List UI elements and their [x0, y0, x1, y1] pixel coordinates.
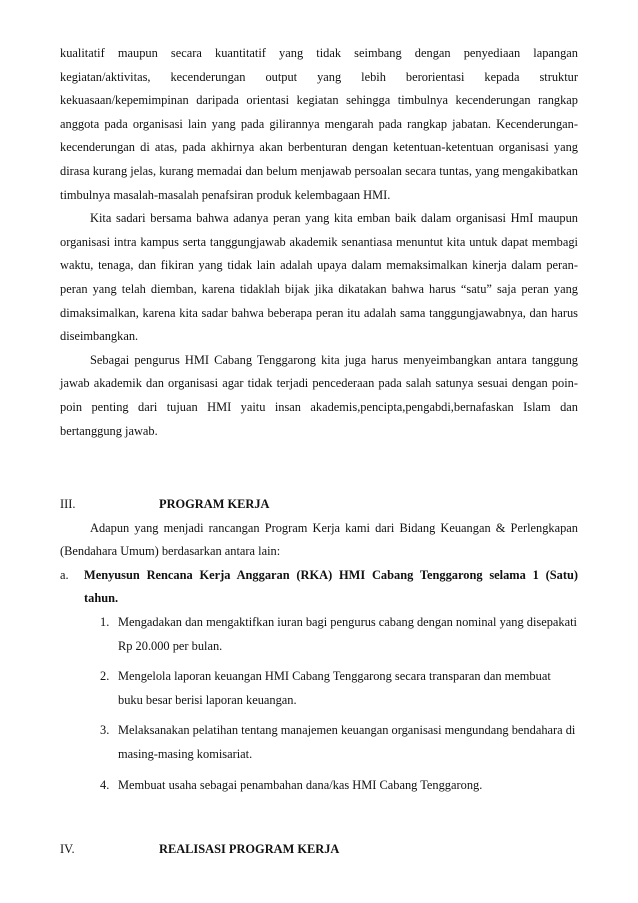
sub-list-number: 4.: [100, 777, 110, 792]
list-item-a: [60, 564, 578, 611]
sub-list-text: Membuat usaha sebagai penambahan dana/kas HMI Cabang Tenggarong.: [118, 777, 483, 792]
list-item-text: Menyusun Rencana Kerja Anggaran (RKA) HMI Cabang Tenggarong selama 1 (Satu) tahun.: [84, 567, 578, 606]
paragraph-3: Sebagai pengurus HMI Cabang Tenggarong kita juga harus menyeimbangkan antara tanggung jawab akademik dan organisasi agar tidak terjadi pencederaan pada salah satunya sesuai dengan poin-poin penting dari tujuan HMI yaitu insan akademis,pencipta,pengabdi,bernafaskan Islam dan bertanggung jawab.: [60, 352, 578, 438]
document-page: [60, 42, 578, 862]
sub-list: [100, 611, 578, 797]
sub-list-item: [100, 719, 578, 766]
sub-list-text: Mengadakan dan mengaktifkan iuran bagi pengurus cabang dengan nominal yang disepakati Rp 20.000 per bulan.: [118, 615, 577, 653]
section-spacer: [60, 443, 578, 493]
sub-list-item: [100, 611, 578, 658]
sub-list-text: Mengelola laporan keuangan HMI Cabang Tenggarong secara transparan dan membuat buku besar berisi laporan keuangan.: [118, 669, 551, 707]
sub-list-item: [100, 665, 578, 712]
section-number: III.: [60, 497, 76, 512]
section-title: REALISASI PROGRAM KERJA: [159, 842, 340, 857]
sub-list-number: 1.: [100, 615, 110, 630]
sub-list-number: 3.: [100, 723, 110, 738]
section-title: PROGRAM KERJA: [159, 497, 270, 512]
paragraph-1: kualitatif maupun secara kuantitatif yang tidak seimbang dengan penyediaan lapangan kegiatan/aktivitas, kecenderungan output yang lebih berorientasi kepada struktur kekuasaan/kepemimpinan daripada orientasi kegiatan sehingga timbulnya kecenderungan rangkap anggota pada organisasi lain yang pada gilirannya mengarah pada rangkap jabatan. Kecenderungan-kecenderungan di atas, pada akhirnya akan berbenturan dengan ketentuan-ketentuan organisasi yang dirasa kurang jelas, kurang memadai dan belum menjawab persoalan secara tuntas, yang mengakibatkan timbulnya masalah-masalah penafsiran produk kelembagaan HMI.: [60, 46, 578, 202]
section-4-heading: [60, 838, 578, 862]
section-number: IV.: [60, 842, 75, 857]
sub-list-item: [100, 774, 578, 798]
list-marker: a.: [60, 567, 69, 582]
paragraph-2: Kita sadari bersama bahwa adanya peran yang kita emban baik dalam organisasi HmI maupun organisasi intra kampus serta tanggungjawab akademik senantiasa menuntut kita untuk dapat membagi waktu, tenaga, dan fikiran yang tidak lain adalah upaya dalam memaksimalkan kinerja dalam peran-peran yang telah diemban, karena tidaklah bijak jika dikatakan bahwa harus “satu” saja peran yang dimaksimalkan, karena kita sadar bahwa beberapa peran itu adalah sama tanggungjawabnya, dan harus diseimbangkan.: [60, 211, 578, 344]
section-spacer: [60, 804, 578, 838]
sub-list-text: Melaksanakan pelatihan tentang manajemen keuangan organisasi mengundang bendahara di masing-masing komisariat.: [118, 723, 576, 762]
section-3-heading: [60, 493, 578, 517]
section-3-intro: Adapun yang menjadi rancangan Program Kerja kami dari Bidang Keuangan & Perlengkapan (Bendahara Umum) berdasarkan antara lain:: [60, 520, 578, 559]
sub-list-number: 2.: [100, 669, 110, 684]
